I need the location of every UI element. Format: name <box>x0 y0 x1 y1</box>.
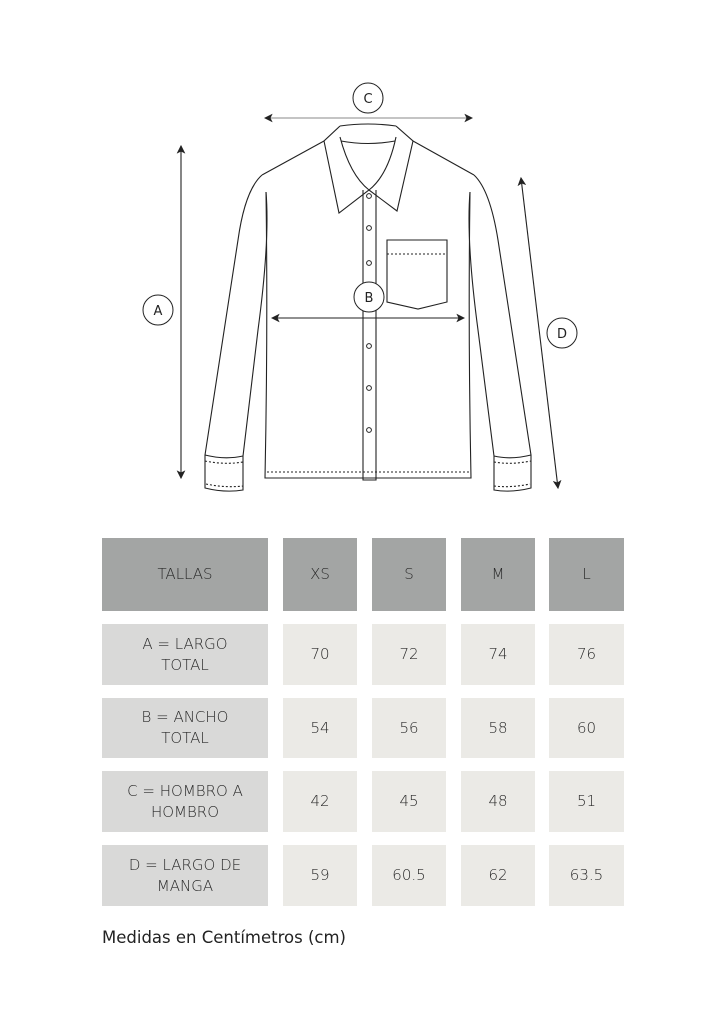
header-size-m: M <box>461 538 535 611</box>
label-a: A <box>153 304 163 319</box>
header-size-s: S <box>372 538 446 611</box>
cell-b-l: 60 <box>549 698 624 758</box>
row-label-c: C = HOMBRO A HOMBRO <box>102 771 268 832</box>
label-b: B <box>364 291 374 306</box>
cell-c-xs: 42 <box>283 771 357 832</box>
cell-a-m: 74 <box>461 624 535 685</box>
row-label-a: A = LARGO TOTAL <box>102 624 268 685</box>
header-size-l: L <box>549 538 624 611</box>
row-label-d: D = LARGO DE MANGA <box>102 845 268 906</box>
cell-c-m: 48 <box>461 771 535 832</box>
buttons <box>364 194 374 433</box>
cell-c-l: 51 <box>549 771 624 832</box>
cell-d-m: 62 <box>461 845 535 906</box>
cell-d-s: 60.5 <box>372 845 446 906</box>
cell-d-xs: 59 <box>283 845 357 906</box>
header-size-xs: XS <box>283 538 357 611</box>
label-c: C <box>363 92 373 107</box>
header-tallas: TALLAS <box>102 538 268 611</box>
row-label-b: B = ANCHO TOTAL <box>102 698 268 758</box>
cell-a-xs: 70 <box>283 624 357 685</box>
cell-b-s: 56 <box>372 698 446 758</box>
cell-c-s: 45 <box>372 771 446 832</box>
cell-a-l: 76 <box>549 624 624 685</box>
cell-d-l: 63.5 <box>549 845 624 906</box>
cell-b-xs: 54 <box>283 698 357 758</box>
label-d: D <box>556 327 568 342</box>
units-note: Medidas en Centímetros (cm) <box>102 928 346 947</box>
cell-b-m: 58 <box>461 698 535 758</box>
cell-a-s: 72 <box>372 624 446 685</box>
